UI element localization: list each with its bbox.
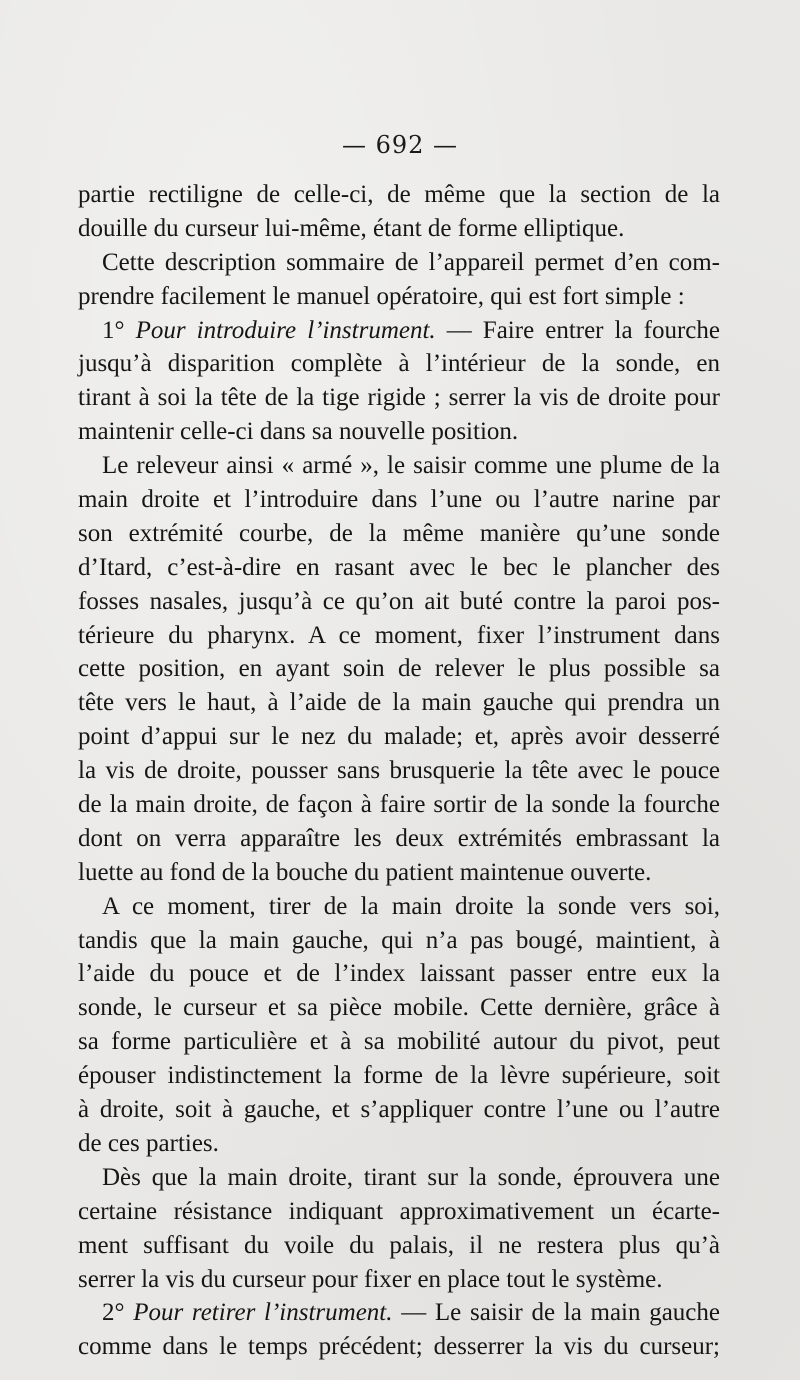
- text-line: Dès que la main droite, tirant sur la sonde, éprouvera une: [102, 1163, 720, 1191]
- section-heading-line: [78, 314, 720, 348]
- paragraph-1: [78, 178, 720, 246]
- text-line: comme dans le temps précédent; desserrer la vis du curseur;: [78, 1333, 720, 1361]
- paragraph-5: [78, 890, 720, 1161]
- text-line: à droite, soit à gauche, et s’appliquer contre l’une ou l’autre: [78, 1096, 720, 1124]
- text-line: l’aide du pouce et de l’index laissant passer entre eux la: [78, 960, 720, 988]
- text-line: son extrémité courbe, de la même manière qu’une sonde: [78, 519, 720, 547]
- text-line: point d’appui sur le nez du malade; et, après avoir desserré: [78, 723, 720, 751]
- section-heading-line: [78, 1296, 720, 1330]
- section-number: 1°: [102, 316, 136, 344]
- text-line: douille du curseur lui-même, étant de forme elliptique.: [78, 214, 625, 242]
- section-heading-rest: — Faire entrer la fourche: [435, 316, 721, 344]
- section-heading-rest: — Le saisir de la main gauche: [392, 1299, 720, 1327]
- paragraph-2: [78, 246, 720, 314]
- text-line: cette position, en ayant soin de relever le plus possible sa: [78, 655, 720, 683]
- body-text: [78, 178, 720, 1364]
- text-line: épouser indistinctement la forme de la lèvre supérieure, soit: [78, 1062, 720, 1090]
- text-line: maintenir celle-ci dans sa nouvelle position.: [78, 418, 519, 446]
- section-title-italic: Pour retirer l’instrument.: [133, 1299, 393, 1327]
- text-line: A ce moment, tirer de la main droite la sonde vers soi,: [102, 892, 720, 920]
- text-line: térieure du pharynx. A ce moment, fixer l’instrument dans: [78, 621, 720, 649]
- text-line: tête vers le haut, à l’aide de la main gauche qui prendra un: [78, 689, 720, 717]
- text-line: la vis de droite, pousser sans brusquerie la tête avec le pouce: [78, 757, 720, 785]
- paragraph-7: [78, 1296, 720, 1364]
- text-line: Le releveur ainsi « armé », le saisir comme une plume de la: [102, 452, 720, 480]
- text-line: de ces parties.: [78, 1129, 219, 1157]
- text-line: prendre facilement le manuel opératoire, qui est fort simple :: [78, 282, 685, 310]
- text-line: d’Itard, c’est-à-dire en rasant avec le bec le plancher des: [78, 553, 720, 581]
- paragraph-4: [78, 449, 720, 890]
- text-line: ment suffisant du voile du palais, il ne restera plus qu’à: [78, 1231, 720, 1259]
- text-line: serrer la vis du curseur pour fixer en place tout le système.: [78, 1265, 663, 1293]
- text-line: Cette description sommaire de l’appareil permet d’en com-: [102, 248, 720, 276]
- text-line: tirant à soi la tête de la tige rigide ; serrer la vis de droite pour: [78, 384, 720, 412]
- text-line: sa forme particulière et à sa mobilité autour du pivot, peut: [78, 1028, 720, 1056]
- paragraph-6: [78, 1161, 720, 1297]
- text-line: dont on verra apparaître les deux extrémités embrassant la: [78, 824, 720, 852]
- text-line: tandis que la main gauche, qui n’a pas bougé, maintient, à: [78, 926, 720, 954]
- text-line: partie rectiligne de celle-ci, de même que la section de la: [78, 181, 720, 208]
- text-line: de la main droite, de façon à faire sortir de la sonde la fourche: [78, 791, 720, 819]
- text-line: jusqu’à disparition complète à l’intérieur de la sonde, en: [78, 350, 720, 378]
- text-line: sonde, le curseur et sa pièce mobile. Cette dernière, grâce à: [78, 994, 720, 1022]
- text-line: fosses nasales, jusqu’à ce qu’on ait buté contre la paroi pos-: [78, 587, 720, 615]
- text-line: main droite et l’introduire dans l’une ou l’autre narine par: [78, 486, 720, 514]
- section-title-italic: Pour introduire l’instrument.: [135, 316, 436, 344]
- section-number: 2°: [102, 1299, 134, 1327]
- text-line: luette au fond de la bouche du patient maintenue ouverte.: [78, 858, 652, 886]
- text-line: certaine résistance indiquant approximativement un écarte-: [78, 1197, 720, 1225]
- paragraph-3: [78, 314, 720, 450]
- page-number: — 692 —: [341, 131, 459, 159]
